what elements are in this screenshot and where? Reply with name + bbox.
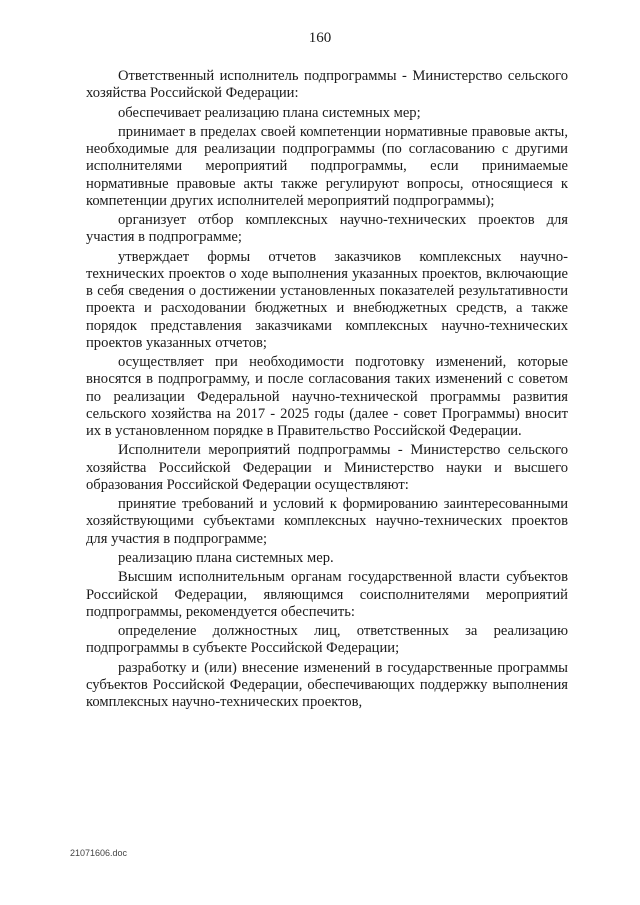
paragraph: обеспечивает реализацию плана системных мер; [118,104,421,121]
page-number: 160 [308,30,332,46]
paragraph: Высшим исполнительным органам государственной власти субъектов Российской Федерации, являющимся соисполнителями мероприятий подпрограммы, рекомендуется обеспечить: [86,569,568,620]
document-body [86,68,568,714]
paragraph: осуществляет при необходимости подготовку изменений, которые вносятся в подпрограмму, и после согласования таких изменений с советом по реализации Федеральной научно-технической программы развития сельского хозяйства на 2017 - 2025 годы (далее - совет Программы) вносит их в установленном порядке в Правительство Российской Федерации. [86,354,568,439]
paragraph: утверждает формы отчетов заказчиков комплексных научно-технических проектов о ходе выполнения указанных проектов, включающие в себя сведения о достижении установленных показателей результативности проекта и расходовании бюджетных и внебюджетных средств, а также порядок представления заказчиками комплексных научно-технических проектов указанных отчетов; [86,248,568,351]
paragraph: разработку и (или) внесение изменений в государственные программы субъектов Российской Федерации, обеспечивающих поддержку выполнения комплексных научно-технических проектов, [86,659,568,711]
paragraph: организует отбор комплексных научно-технических проектов для участия в подпрограмме; [86,212,568,246]
paragraph: реализацию плана системных мер. [118,549,334,566]
paragraph: Ответственный исполнитель подпрограммы - Министерство сельского хозяйства Российской Федерации: [86,68,568,102]
paragraph: Исполнители мероприятий подпрограммы - Министерство сельского хозяйства Российской Федерации и Министерство науки и высшего образования Российской Федерации осуществляют: [86,442,568,493]
paragraph: принятие требований и условий к формированию заинтересованными хозяйствующими субъектами комплексных научно-технических проектов для участия в подпрограмме; [86,496,568,547]
paragraph: определение должностных лиц, ответственных за реализацию подпрограммы в субъекте Российской Федерации; [86,623,568,657]
paragraph: принимает в пределах своей компетенции нормативные правовые акты, необходимые для реализации подпрограммы (по согласованию с другими исполнителями мероприятий подпрограммы, если принимаемые нормативные правовые акты также регулируют вопросы, относящиеся к компетенции других исполнителей мероприятий подпрограммы); [86,123,568,209]
document-footer-filename: 21071606.doc [70,848,128,858]
